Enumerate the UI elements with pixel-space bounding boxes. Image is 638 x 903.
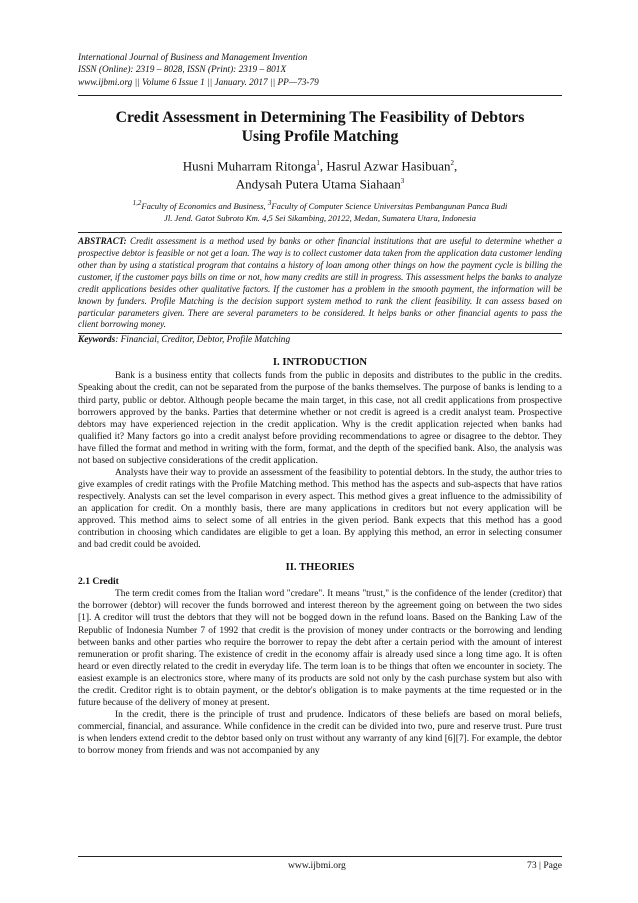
title-line-1: Credit Assessment in Determining The Feasibility of Debtors xyxy=(115,109,525,127)
author-3-sup: 3 xyxy=(400,177,405,186)
author-line-1 xyxy=(78,156,562,174)
author-3: Andysah Putera Utama Siahaan xyxy=(235,176,401,192)
keywords xyxy=(78,334,562,346)
header-rule xyxy=(78,95,562,96)
affiliation-address: Jl. Jend. Gatot Subroto Km. 4,5 Sei Sikambing, 20122, Medan, Sumatera Utara, Indonesia xyxy=(164,212,476,223)
subsection-heading-credit: 2.1 Credit xyxy=(78,576,119,588)
section-heading-theories: II. THEORIES xyxy=(285,562,355,574)
paper-page xyxy=(78,52,562,757)
keywords-text: : Financial, Creditor, Debtor, Profile Matching xyxy=(115,335,291,346)
intro-paragraph-1: Bank is a business entity that collects funds from the public in deposits and distributes to the public in the credits. Speaking about the credit, can not be separated from the purpose of the banks themselves. The purpose of banks is lending to a third party, public or debtor. Although people became the main target, in this case, not all credit applications from prospective borrowers approved by the banks. Parties that determine whether or not credit is agreed is a credit analyst team. Prospective debtors may have experienced rejection in the credit application. Why is the credit application rejected when banks had qualified it? Many factors go into a credit analyst before providing recommendations to agree or disagree to the debtor. They have filled the format and method in writing with the form, format, and the depth of the specified bank. Also, the analysis was not based on subjective considerations of the credit application. xyxy=(78,371,562,466)
abstract-label: ABSTRACT: xyxy=(78,236,127,247)
section-heading-introduction: I. INTRODUCTION xyxy=(272,357,368,369)
author-2-tail: , xyxy=(454,158,458,174)
affiliation-sup-2: 3 xyxy=(267,199,272,208)
author-1-sup: 1 xyxy=(316,159,320,168)
author-2: , Hasrul Azwar Hasibuan xyxy=(319,158,451,174)
journal-name: International Journal of Business and Management Invention xyxy=(78,53,308,63)
affiliation-1: Faculty of Economics and Business, xyxy=(141,201,266,212)
author-line-2 xyxy=(78,174,562,192)
paper-title xyxy=(78,108,562,146)
author-1: Husni Muharram Ritonga xyxy=(182,158,317,174)
intro-paragraph-2: Analysts have their way to provide an assessment of the feasibility to potential debtors. In the study, the author tries to give examples of credit ratings with the Profile Matching method. This method has the aspects and sub-aspects that have ratios respectively. Analysts can set the level comparison in every aspect. This method gives a great influence to the admissibility of an application for credit. On a monthly basis, there are many applications in creditors but not every application will be approved. This method aims to select some of all entries in the given period. Bank expects that this method has a good contribution in choosing which candidates are eligible to get a loan. By applying this method, an error in selecting consumer and bad credit could be avoided. xyxy=(78,467,562,551)
affiliation-2: Faculty of Computer Science Universitas Pembangunan Panca Budi xyxy=(271,201,508,212)
footer-url[interactable]: www.ijbmi.org xyxy=(288,860,346,871)
title-line-2: Using Profile Matching xyxy=(241,128,399,146)
keywords-label: Keywords xyxy=(78,335,116,346)
page-footer xyxy=(78,856,562,871)
journal-header xyxy=(78,52,562,89)
affiliation-line-1 xyxy=(78,198,562,212)
affiliation-sup-1: 1,2 xyxy=(132,199,142,208)
journal-issue-link[interactable]: www.ijbmi.org || Volume 6 Issue 1 || January. 2017 || PP—73-79 xyxy=(78,77,319,88)
credit-paragraph-2: In the credit, there is the principle of trust and prudence. Indicators of these beliefs are based on moral beliefs, commercial, financial, and assurance. While confidence in the credit can be divided into two, pure and reserve trust. Pure trust is when lenders extend credit to the debtor based only on trust without any warranty of any kind [6][7]. For example, the debtor to borrow money from friends and was not accompanied by any xyxy=(78,709,562,757)
author-2-sup: 2 xyxy=(450,159,455,168)
credit-paragraph-1: The term credit comes from the Italian word "credare". It means "trust," is the confidence of the lender (creditor) that the borrower (debtor) will recover the funds borrowed and interest thereon by the agreement going on between the two sides [1]. A creditor will trust the debtors that they will not be bogged down in the refund loans. Based on the Banking Law of the Republic of Indonesia Number 7 of 1992 that credit is the provision of money under contracts or the borrowing and lending between banks and other parties who require the borrower to repay the debt after a certain period with the amount of interest remuneration or profit sharing. The existence of credit in the economy affair is already used since a long time ago. It is often heard or even directly related to the credit in everyday life. The term loan is to be things that often we encounter in society. The easiest example is an electronics store, where many of its products are sold not only by the cash purchase system but also with the credit. Creditor right is to obtain payment, or the debtor's obligation is to make payments at the time requested or in the future because of the delivery of money at present. xyxy=(78,589,562,708)
abstract-text: Credit assessment is a method used by banks or other financial institutions that are useful to determine whether a prospective debtor is feasible or not get a loan. The way is to collect customer data taken from the application data customer lending other than by using a statistical program that contains a history of loan among other things on how the payment cycle is billing the customer, if the customer pays bills on time or not, how many credits are still in progress. This assessment helps the banks to analyze credit applications besides other qualitative factors. If the customer has a problem in the smooth payment, the information will be known by funders. Profile Matching is the decision support system method to rank the client feasibility. It can assess based on particular parameters given. There are several parameters to be considered. It helps banks or other financial agents to pass the client borrowing money. xyxy=(78,236,562,330)
abstract-block xyxy=(78,232,562,334)
affiliations xyxy=(78,198,562,224)
author-list xyxy=(78,156,562,192)
journal-issn: ISSN (Online): 2319 – 8028, ISSN (Print): 2319 – 801X xyxy=(78,65,287,76)
page-number: 73 | Page xyxy=(527,860,562,871)
